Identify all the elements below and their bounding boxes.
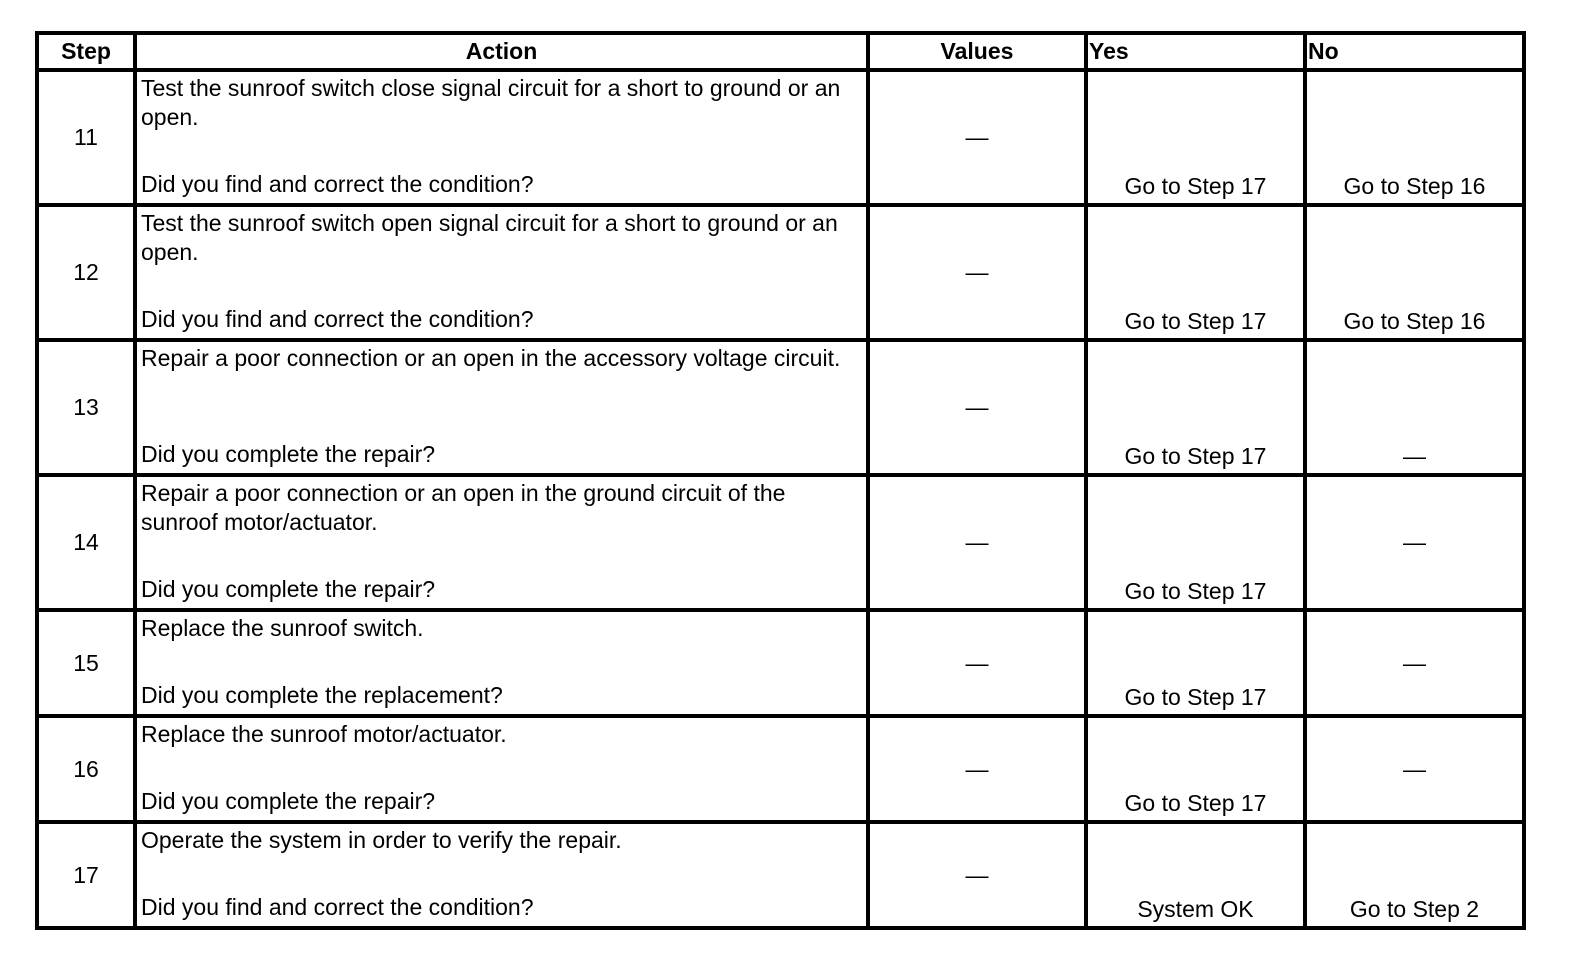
yes-cell: Go to Step 17 <box>1086 205 1305 340</box>
action-text: Replace the sunroof switch. <box>141 615 424 641</box>
action-cell <box>135 340 868 475</box>
action-question: Did you complete the repair? <box>141 788 436 814</box>
action-cell <box>135 822 868 928</box>
step-number: 11 <box>37 70 135 205</box>
header-action: Action <box>135 33 868 70</box>
action-text: Repair a poor connection or an open in the accessory voltage circuit. <box>141 345 841 371</box>
header-values: Values <box>868 33 1086 70</box>
table-row <box>37 205 1524 340</box>
table-row <box>37 70 1524 205</box>
yes-cell: Go to Step 17 <box>1086 340 1305 475</box>
values-text: — <box>965 394 989 420</box>
values-cell <box>868 70 1086 205</box>
step-number: 13 <box>37 340 135 475</box>
action-question: Did you complete the replacement? <box>141 682 503 708</box>
values-cell <box>868 475 1086 610</box>
step-number: 14 <box>37 475 135 610</box>
values-cell <box>868 610 1086 716</box>
yes-cell: Go to Step 17 <box>1086 475 1305 610</box>
action-question: Did you find and correct the condition? <box>141 171 534 197</box>
step-number: 17 <box>37 822 135 928</box>
action-question: Did you complete the repair? <box>141 441 436 467</box>
action-text: Test the sunroof switch open signal circuit for a short to ground or an open. <box>141 210 838 265</box>
values-cell <box>868 340 1086 475</box>
no-cell: — <box>1305 475 1524 610</box>
no-cell: — <box>1305 716 1524 822</box>
values-cell <box>868 822 1086 928</box>
values-cell <box>868 716 1086 822</box>
step-number: 16 <box>37 716 135 822</box>
values-text: — <box>965 649 989 676</box>
table-row <box>37 716 1524 822</box>
action-text: Replace the sunroof motor/actuator. <box>141 721 507 747</box>
yes-cell: Go to Step 17 <box>1086 70 1305 205</box>
step-number: 15 <box>37 610 135 716</box>
no-cell: Go to Step 2 <box>1305 822 1524 928</box>
action-cell <box>135 205 868 340</box>
action-question: Did you find and correct the condition? <box>141 894 534 920</box>
yes-cell: Go to Step 17 <box>1086 610 1305 716</box>
table-row <box>37 475 1524 610</box>
action-question: Did you find and correct the condition? <box>141 306 534 332</box>
values-text: — <box>965 861 989 888</box>
header-no: No <box>1305 33 1524 70</box>
action-cell <box>135 475 868 610</box>
action-text: Operate the system in order to verify the repair. <box>141 827 622 853</box>
yes-cell: Go to Step 17 <box>1086 716 1305 822</box>
no-cell: Go to Step 16 <box>1305 70 1524 205</box>
values-text: — <box>965 124 989 150</box>
values-text: — <box>965 259 989 285</box>
action-text: Repair a poor connection or an open in the ground circuit of the sunroof motor/actuator. <box>141 480 786 535</box>
action-cell <box>135 610 868 716</box>
table-row <box>37 822 1524 928</box>
table-row <box>37 340 1524 475</box>
no-cell: — <box>1305 340 1524 475</box>
action-text: Test the sunroof switch close signal circuit for a short to ground or an open. <box>141 75 841 130</box>
action-question: Did you complete the repair? <box>141 576 436 602</box>
action-cell <box>135 70 868 205</box>
no-cell: — <box>1305 610 1524 716</box>
no-cell: Go to Step 16 <box>1305 205 1524 340</box>
table-row <box>37 610 1524 716</box>
header-step: Step <box>37 33 135 70</box>
values-cell <box>868 205 1086 340</box>
header-yes: Yes <box>1086 33 1305 70</box>
diagnostic-table <box>35 31 1526 930</box>
header-row <box>37 33 1524 70</box>
yes-cell: System OK <box>1086 822 1305 928</box>
values-text: — <box>965 529 989 555</box>
action-cell <box>135 716 868 822</box>
values-text: — <box>965 755 989 782</box>
step-number: 12 <box>37 205 135 340</box>
